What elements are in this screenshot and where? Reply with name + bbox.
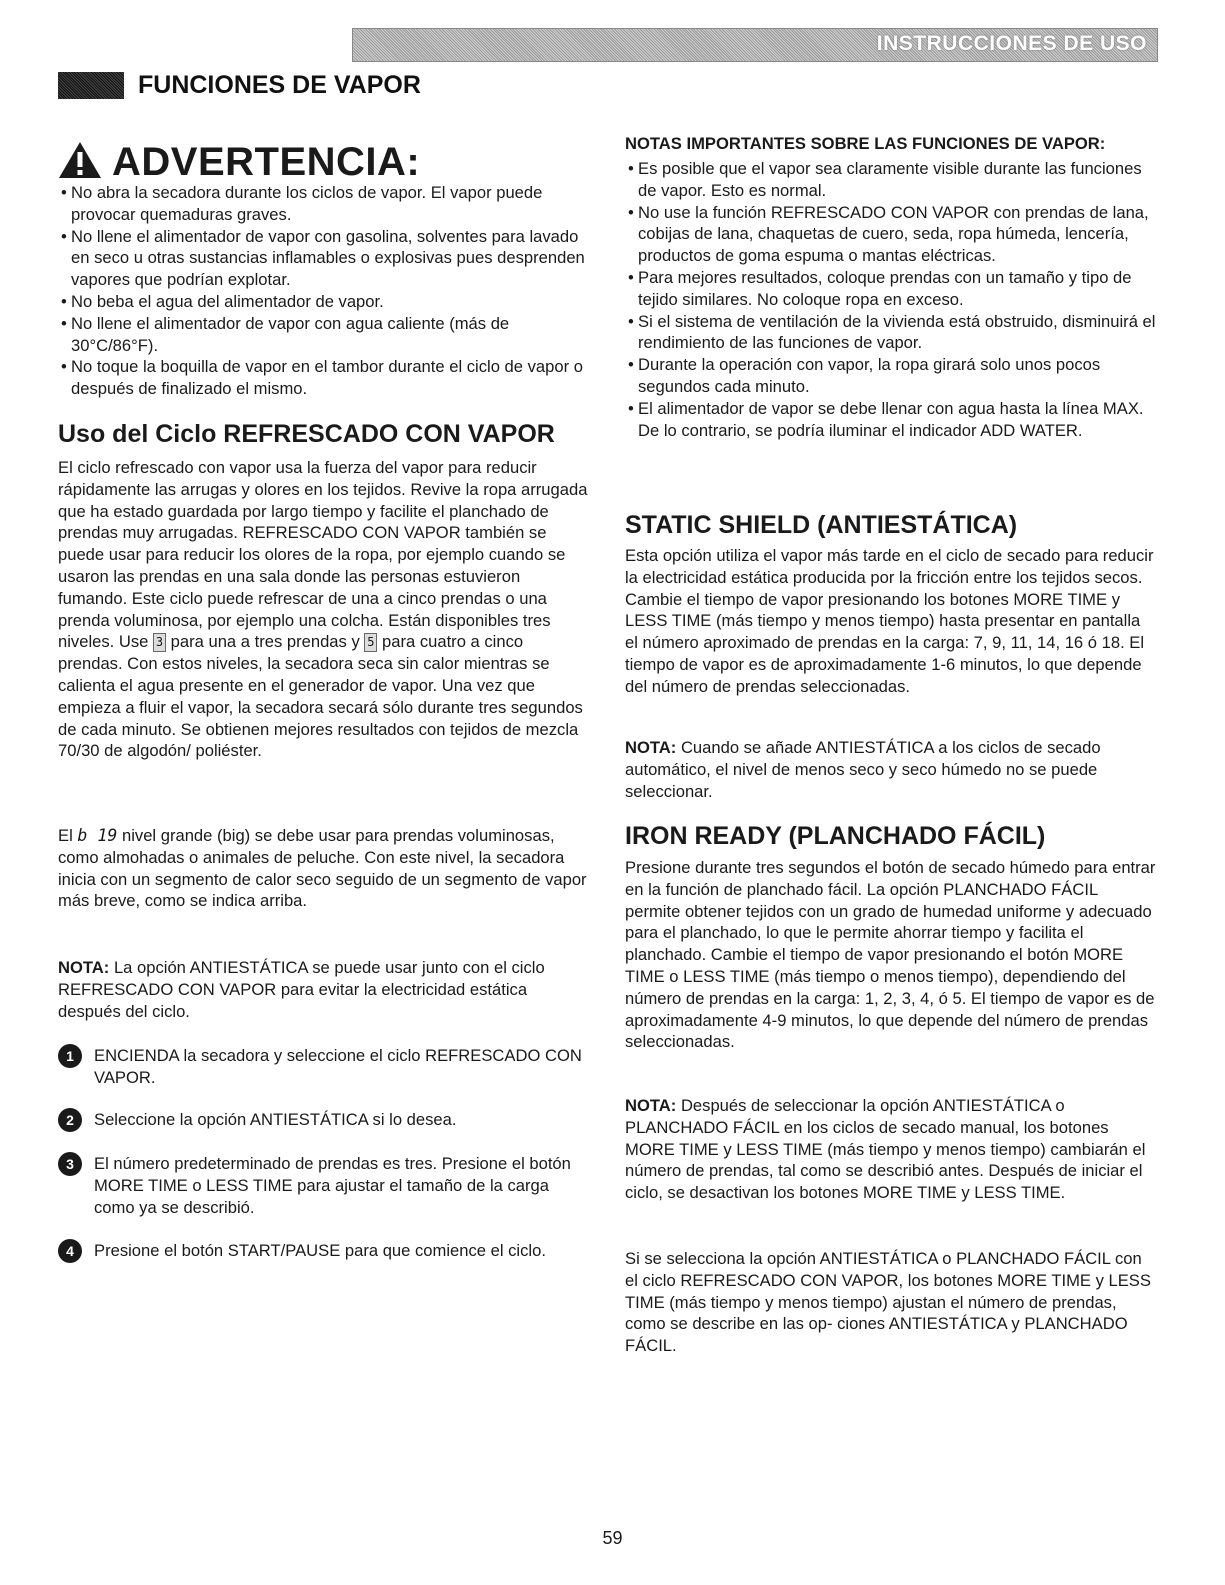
note-label: NOTA: [625, 1096, 677, 1115]
notes-heading: NOTAS IMPORTANTES SOBRE LAS FUNCIONES DE VAPOR: [625, 134, 1106, 153]
iron-ready-final-paragraph: Si se selecciona la opción ANTIESTÁTICA o PLANCHADO FÁCIL con el ciclo REFRESCADO CON VAPOR, los botones MORE TIME y LESS TIME (más tiempo y menos tiempo) ajustan el número de prendas, como se describe en las op- ciones ANTIESTÁTICA y PLANCHADO FÁCIL. [625, 1249, 1151, 1356]
static-shield-heading: STATIC SHIELD (ANTIESTÁTICA) [625, 511, 1018, 539]
display-digit-3: 3 [153, 633, 166, 652]
warning-item: • No toque la boquilla de vapor en el tambor durante el ciclo de vapor o después de finalizado el mismo. [58, 356, 596, 400]
step-2 [58, 1109, 592, 1132]
refresh-text-c: para cuatro a cinco prendas. Con estos niveles, la secadora seca sin calor mientras se calienta el agua presente en el generador de vapor. Una vez que empieza a fluir el vapor, la secadora secará sólo durante tres segundos de cada minuto. Se obtienen mejores resultados con tejidos de mezcla 70/30 de algodón/ poliéster. [58, 632, 583, 761]
note-label: NOTA: [625, 738, 677, 757]
display-digit-5: 5 [364, 633, 377, 652]
notes-item: • No use la función REFRESCADO CON VAPOR con prendas de lana, cobijas de lana, chaquetas de cuero, seda, ropa húmeda, lencería, productos de goma espuma o mantas eléctricas. [625, 202, 1157, 267]
step-1 [58, 1045, 592, 1089]
notes-item: • Para mejores resultados, coloque prendas con un tamaño y tipo de tejido similares. No coloque ropa en exceso. [625, 267, 1157, 311]
refresh-text-a: El ciclo refrescado con vapor usa la fuerza del vapor para reducir rápidamente las arrugas y olores en los tejidos. Revive la ropa arrugada que ha estado guardada por largo tiempo y facilite el planchado de prendas muy arrugadas. REFRESCADO CON VAPOR también se puede usar para reducir los olores de la ropa, por ejemplo cuando se usaron las prendas en una sala donde las personas estuvieron fumando. Este ciclo puede refrescar de una a cinco prendas o una prenda voluminosa, por ejemplo una colcha. Están disponibles tres niveles. Use [58, 458, 588, 652]
step-text: El número predeterminado de prendas es tres. Presione el botón MORE TIME o LESS TIME para ajustar el tamaño de la carga como ya se describió. [94, 1154, 571, 1217]
big-level-text-a: El [58, 826, 73, 845]
notes-item: • Durante la operación con vapor, la ropa girará solo unos pocos segundos cada minuto. [625, 354, 1157, 398]
warning-item: • No llene el alimentador de vapor con agua caliente (más de 30°C/86°F). [58, 313, 596, 357]
refresh-note [58, 957, 592, 1022]
section-marker-block [58, 72, 124, 99]
notes-item: • Es posible que el vapor sea claramente visible durante las funciones de vapor. Esto es normal. [625, 158, 1157, 202]
big-level-display-code: b 19 [77, 826, 118, 845]
step-number-badge: 4 [58, 1239, 82, 1263]
notes-list [625, 158, 1157, 441]
warning-triangle-icon [58, 141, 102, 184]
iron-ready-note [625, 1095, 1157, 1204]
notes-item: • Si el sistema de ventilación de la vivienda está obstruido, disminuirá el rendimiento de las funciones de vapor. [625, 311, 1157, 355]
note-text: Después de seleccionar la opción ANTIESTÁTICA o PLANCHADO FÁCIL en los ciclos de secado manual, los botones MORE TIME y LESS TIME (más tiempo y menos tiempo) cambiarán el número de prendas, tal como se describió antes. Después de iniciar el ciclo, se desactivan los botones MORE TIME y LESS TIME. [625, 1096, 1146, 1203]
step-4 [58, 1240, 592, 1263]
note-text: Cuando se añade ANTIESTÁTICA a los ciclos de secado automático, el nivel de menos seco y seco húmedo no se puede seleccionar. [625, 738, 1101, 801]
refresh-text-b: para una a tres prendas y [170, 632, 360, 652]
step-number-badge: 1 [58, 1044, 82, 1068]
page-number: 59 [602, 1528, 623, 1548]
big-level-paragraph [58, 825, 592, 912]
header-banner [352, 28, 1158, 62]
step-number-badge: 2 [58, 1108, 82, 1132]
iron-ready-heading: IRON READY (PLANCHADO FÁCIL) [625, 822, 1046, 850]
step-text: Presione el botón START/PAUSE para que comience el ciclo. [94, 1241, 546, 1260]
warning-item: • No llene el alimentador de vapor con gasolina, solventes para lavado en seco u otras sustancias inflamables o explosivas pues desprenden vapores que podrían explotar. [58, 226, 596, 291]
warning-item: • No beba el agua del alimentador de vapor. [58, 291, 596, 313]
notes-item: • El alimentador de vapor se debe llenar con agua hasta la línea MAX. De lo contrario, se podría iluminar el indicador ADD WATER. [625, 398, 1157, 442]
section-title: FUNCIONES DE VAPOR [138, 70, 421, 99]
note-label: NOTA: [58, 958, 110, 977]
warning-list [58, 182, 596, 400]
note-text: La opción ANTIESTÁTICA se puede usar junto con el ciclo REFRESCADO CON VAPOR para evitar la electricidad estática después del ciclo. [58, 958, 545, 1021]
step-text: ENCIENDA la secadora y seleccione el ciclo REFRESCADO CON VAPOR. [94, 1046, 582, 1087]
static-shield-paragraph: Esta opción utiliza el vapor más tarde en el ciclo de secado para reducir la electricidad estática producida por la fricción entre los tejidos secos. Cambie el tiempo de vapor presionando los botones MORE TIME y LESS TIME (más tiempo y menos tiempo) hasta presentar en pantalla el número aproximado de prendas en la carga: 7, 9, 11, 14, 16 ó 18. El tiempo de vapor es de aproximadamente 1-6 minutos, lo que depende del número de prendas seleccionadas. [625, 546, 1154, 696]
refresh-paragraph [58, 457, 592, 762]
section-heading [58, 70, 421, 100]
step-text: Seleccione la opción ANTIESTÁTICA si lo desea. [94, 1110, 457, 1129]
big-level-text-b: nivel grande (big) se debe usar para prendas voluminosas, como almohadas o animales de peluche. Con este nivel, la secadora inicia con un segmento de calor seco seguido de un segmento de vapor más breve, como se indica arriba. [58, 826, 587, 911]
warning-header [58, 140, 420, 185]
refresh-heading: Uso del Ciclo REFRESCADO CON VAPOR [58, 420, 555, 448]
step-3 [58, 1153, 592, 1218]
iron-ready-paragraph: Presione durante tres segundos el botón de secado húmedo para entrar en la función de planchado fácil. La opción PLANCHADO FÁCIL permite obtener tejidos con un grado de humedad uniforme y adecuado para el planchado, lo que le permite ahorrar tiempo y facilita el planchado. Cambie el tiempo de vapor presionando el botón MORE TIME o LESS TIME (más tiempo o menos tiempo), dependiendo del número de prendas en la carga: 1, 2, 3, 4, ó 5. El tiempo de vapor es de aproximadamente 4-9 minutos, lo que depende del número de prendas seleccionadas. [625, 858, 1156, 1052]
step-number-badge: 3 [58, 1152, 82, 1176]
static-shield-note [625, 737, 1157, 802]
warning-title: ADVERTENCIA: [112, 140, 421, 184]
warning-item: • No abra la secadora durante los ciclos de vapor. El vapor puede provocar quemaduras graves. [58, 182, 596, 226]
header-banner-text: INSTRUCCIONES DE USO [876, 32, 1147, 55]
